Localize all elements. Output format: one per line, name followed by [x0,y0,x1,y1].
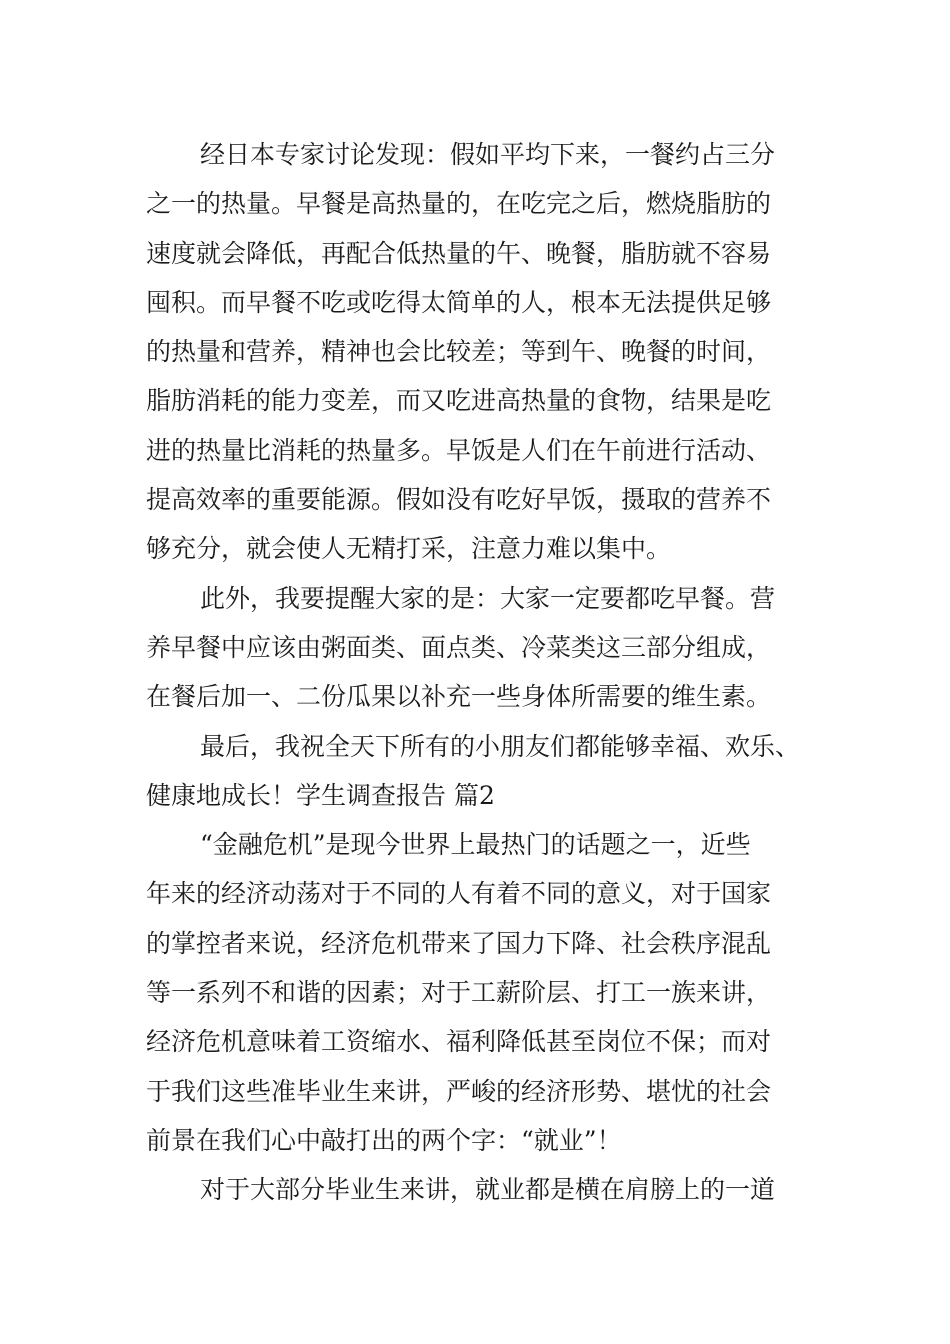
paragraph-line: 够充分，就会使人无精打采，注意力难以集中。 [146,534,672,564]
paragraph-line: 之一的热量。早餐是高热量的，在吃完之后，燃烧脂肪的 [146,189,772,219]
paragraph-line: 经日本专家讨论发现：假如平均下来，一餐约占三分 [200,140,776,169]
paragraph-line: 脂肪消耗的能力变差，而又吃进高热量的食物，结果是吃 [146,386,772,416]
paragraph-line: 提高效率的重要能源。假如没有吃好早饭，摄取的营养不 [146,485,772,515]
paragraph-line: 最后，我祝全天下所有的小朋友们都能够幸福、欢乐、 [200,731,801,761]
paragraph-line: 年来的经济动荡对于不同的人有着不同的意义，对于国家 [146,879,772,909]
paragraph-line: 在餐后加一、二份瓜果以补充一些身体所需要的维生素。 [146,682,772,712]
paragraph-line: 的掌控者来说，经济危机带来了国力下降、社会秩序混乱 [146,928,772,958]
paragraph-line: 囤积。而早餐不吃或吃得太简单的人，根本无法提供足够 [146,287,772,317]
paragraph-line: 速度就会降低，再配合低热量的午、晚餐，脂肪就不容易 [146,238,772,268]
paragraph-line: 等一系列不和谐的因素；对于工薪阶层、打工一族来讲， [146,978,772,1008]
paragraph-line: 此外，我要提醒大家的是：大家一定要都吃早餐。营 [200,583,776,613]
paragraph-line: 于我们这些准毕业生来讲，严峻的经济形势、堪忧的社会 [146,1076,772,1106]
paragraph-line: 养早餐中应该由粥面类、面点类、冷菜类这三部分组成， [146,632,772,662]
paragraph-line: “金融危机”是现今世界上最热门的话题之一，近些 [200,830,751,860]
paragraph-line: 健康地成长！学生调查报告 篇2 [146,780,495,810]
paragraph-line: 经济危机意味着工资缩水、福利降低甚至岗位不保；而对 [146,1027,772,1057]
paragraph-line: 的热量和营养，精神也会比较差；等到午、晚餐的时间， [146,337,772,367]
paragraph-line: 进的热量比消耗的热量多。早饭是人们在午前进行活动、 [146,435,772,465]
paragraph-line: 前景在我们心中敲打出的两个字：“就业”！ [146,1125,622,1155]
paragraph-line: 对于大部分毕业生来讲，就业都是横在肩膀上的一道 [200,1175,776,1205]
body-text [146,130,846,1215]
